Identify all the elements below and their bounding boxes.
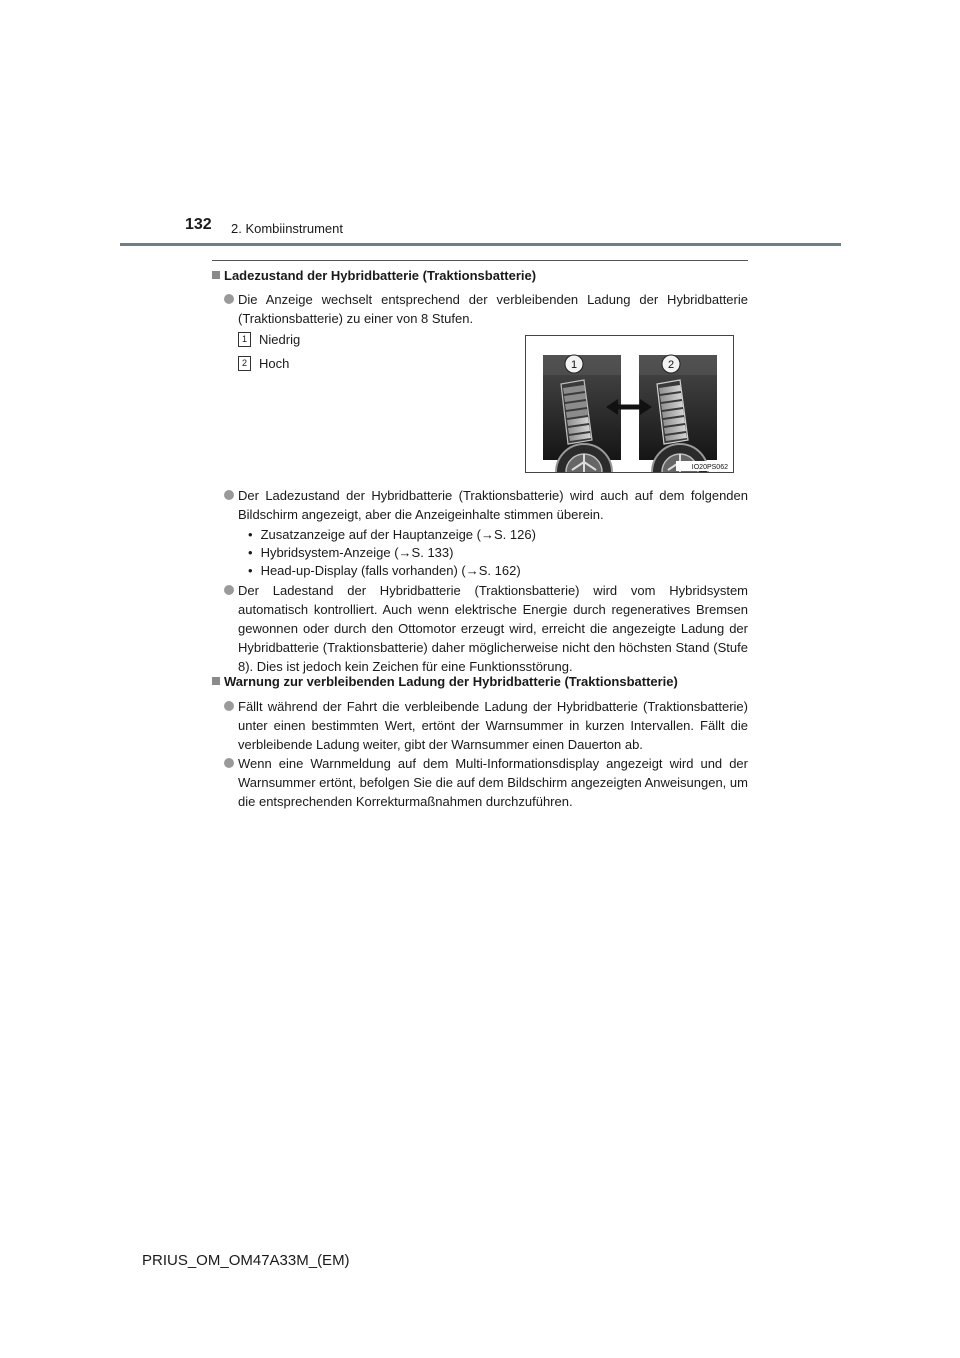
list-item: • Zusatzanzeige auf der Hauptanzeige (→S. 126)	[248, 526, 536, 544]
paragraph: Die Anzeige wechselt entsprechend der verbleibenden Ladung der Hybridbatterie (Traktionsbatterie) zu einer von 8 Stufen.	[238, 292, 748, 326]
paragraph: Der Ladestand der Hybridbatterie (Traktionsbatterie) wird vom Hybridsystem automatisch kontrolliert. Auch wenn elektrische Energie durch regeneratives Bremsen gewonnen oder durch den Ottomotor erzeugt wird, erreicht die angezeigte Ladung der Hybridbatterie (Traktionsbatterie) daher möglicherweise nicht den höchsten Stand (Stufe 8). Dies ist jedoch kein Zeichen für eine Funktionsstörung.	[238, 583, 748, 674]
section-heading-text: Ladezustand der Hybridbatterie (Traktionsbatterie)	[224, 268, 537, 283]
section-heading-charge-state	[212, 268, 536, 283]
document-code-footer: PRIUS_OM_OM47A33M_(EM)	[142, 1252, 350, 1269]
number-marker-1: 1	[238, 332, 251, 347]
square-bullet-icon	[212, 677, 220, 685]
square-bullet-icon	[212, 271, 220, 279]
header-rule	[120, 243, 841, 246]
chapter-title: 2. Kombiinstrument	[231, 221, 343, 236]
page-number: 132	[185, 216, 212, 233]
paragraph: Fällt während der Fahrt die verbleibende Ladung der Hybridbatterie (Traktionsbatterie) unter einen bestimmten Wert, ertönt der Warnsummer in kurzen Intervallen. Fällt die verbleibende Ladung weiter, gibt der Warnsummer einen Dauerton ab.	[238, 699, 748, 752]
battery-gauge-illustration	[526, 336, 733, 472]
list-item: • Head-up-Display (falls vorhanden) (→S. 162)	[248, 562, 536, 580]
paragraph: Wenn eine Warnmeldung auf dem Multi-Informationsdisplay angezeigt wird und der Warnsummer ertönt, befolgen Sie die auf dem Bildschirm angezeigten Anweisungen, um die entsprechenden Korrekturmaßnahmen durchzuführen.	[238, 756, 748, 809]
circle-bullet-icon	[224, 585, 234, 595]
reference-list	[248, 526, 536, 580]
paragraph: Der Ladezustand der Hybridbatterie (Traktionsbatterie) wird auch auf dem folgenden Bildschirm angezeigt, aber die Anzeigeinhalte stimmen überein.	[238, 488, 748, 522]
section-heading-text: Warnung zur verbleibenden Ladung der Hybridbatterie (Traktionsbatterie)	[224, 674, 678, 689]
battery-gauge-figure	[525, 335, 734, 473]
figure-code: IO20PS062	[691, 464, 728, 471]
number-marker-2: 2	[238, 356, 251, 371]
circle-bullet-icon	[224, 701, 234, 711]
legend-label: Hoch	[259, 356, 290, 371]
section-rule	[212, 260, 748, 261]
legend-item-high	[238, 356, 289, 371]
legend-item-low	[238, 332, 300, 347]
list-item: • Hybridsystem-Anzeige (→S. 133)	[248, 544, 536, 562]
circle-bullet-icon	[224, 294, 234, 304]
callout-label-1: 1	[570, 359, 578, 371]
section-heading-warning	[212, 674, 678, 689]
circle-bullet-icon	[224, 490, 234, 500]
circle-bullet-icon	[224, 758, 234, 768]
legend-label: Niedrig	[259, 332, 301, 347]
callout-label-2: 2	[667, 359, 675, 371]
